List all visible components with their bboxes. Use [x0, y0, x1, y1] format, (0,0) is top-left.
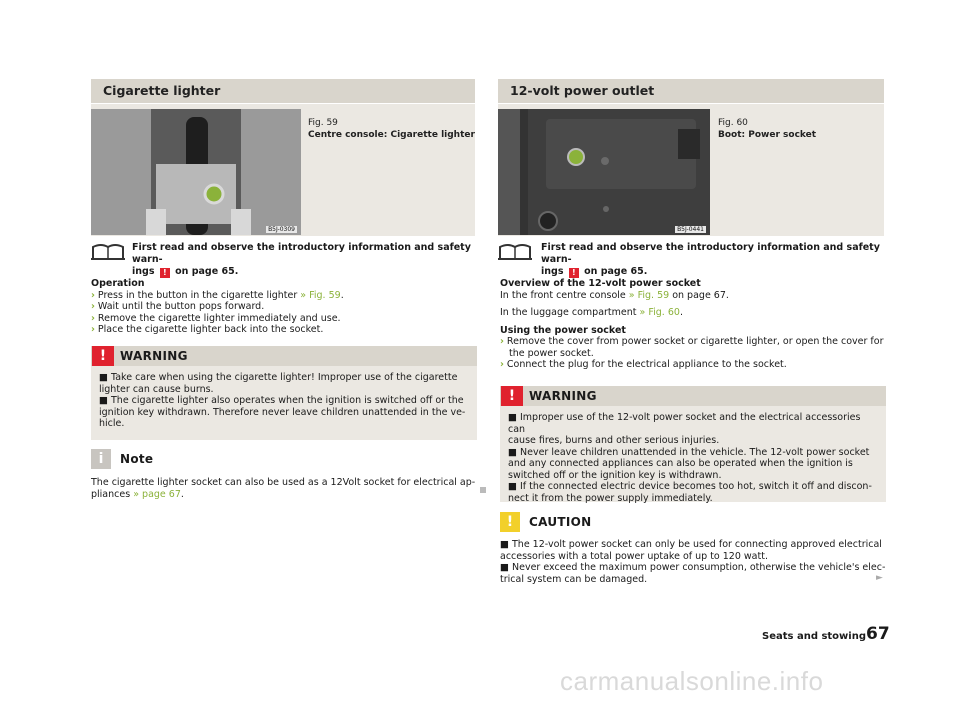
figure-caption: Boot: Power socket [718, 130, 817, 140]
caution-text: ■ The 12-volt power socket can only be used for connecting approved electrical accessories with a total power uptake of up to 120 watt. ■ Never exceed the maximum power consumption, otherwise the vehicle's elec- trical system can be damaged. [500, 539, 886, 585]
note-title: Note [120, 452, 154, 466]
figure-code: B5J-0309 [268, 226, 295, 233]
boot-illustration [498, 109, 710, 235]
operation-step: › Press in the button in the cigarette lighter » Fig. 59. [91, 289, 344, 301]
operation-step: › Wait until the button pops forward. [91, 301, 265, 312]
warning-inline-icon: ! [569, 268, 579, 278]
console-illustration [91, 109, 301, 235]
footer-section: Seats and stowing [762, 631, 866, 642]
operation-step: › Remove the cigarette lighter immediately and use. [91, 312, 341, 324]
warning-inline-icon: ! [160, 268, 170, 278]
power-socket-photo [498, 109, 710, 235]
watermark: carmanualsonline.info [560, 666, 824, 696]
overview-block: Overview of the 12-volt power socket In the front centre console » Fig. 59 on page 67. In the luggage compartment » Fig. 60. Using the power socket › Remove the cover from power socket or cigarette lighter, or open the cover for the power socket. › Connect the plug for the electrical appliance to the socket. [500, 278, 886, 371]
page-link[interactable]: » page 67 [133, 488, 181, 500]
note-icon: i [91, 449, 111, 469]
using-heading: Using the power socket [500, 324, 626, 336]
figure-code: B5J-0441 [677, 226, 704, 233]
figure-number: Fig. 60 [718, 118, 748, 128]
figure-number: Fig. 59 [308, 118, 338, 128]
fig-link[interactable]: » Fig. 59 [300, 289, 341, 301]
cigarette-lighter-photo [91, 109, 301, 235]
overview-heading: Overview of the 12-volt power socket [500, 278, 701, 289]
figure-caption: Centre console: Cigarette lighter [308, 130, 475, 140]
left-section-header [91, 79, 475, 103]
warning-icon: ! [501, 386, 523, 406]
fig-link[interactable]: » Fig. 59 [628, 289, 670, 301]
book-icon [498, 243, 532, 261]
right-section-header [498, 79, 884, 103]
section-end-mark [480, 487, 486, 493]
operation-block [91, 278, 477, 336]
left-section-title: Cigarette lighter [103, 83, 221, 98]
operation-heading: Operation [91, 278, 145, 289]
right-warning-box: ■ Improper use of the 12-volt power socket and the electrical accessories can cause fires, burns and other serious injuries. ■ Never leave children unattended in the vehicle. The 12-volt power socket and any connected appliances can also be operated when the ignition is switched off or the ignition key is withdrawn. ■ If the connected electric device becomes too hot, switch it off and discon- nect it from the power supply immediately. [500, 406, 886, 502]
read-first-text: First read and observe the introductory information and safety warn- ings ! on page 65. [132, 242, 471, 277]
warning-icon: ! [92, 346, 114, 366]
read-first-text: First read and observe the introductory information and safety warn- ings ! on page 65. [541, 242, 880, 277]
page-number: 67 [866, 624, 890, 644]
caution-icon: ! [500, 512, 520, 532]
caution-title: CAUTION [529, 515, 592, 529]
fig-link[interactable]: » Fig. 60 [639, 307, 680, 318]
right-warning-title: WARNING [529, 389, 597, 403]
left-warning-box: ■ Take care when using the cigarette lighter! Improper use of the cigarette lighter can cause burns. ■ The cigarette lighter also operates when the ignition is switched off or the ignition key withdrawn. Therefore never leave children unattended in the ve- hicle. [91, 366, 477, 440]
book-icon [91, 243, 125, 261]
left-warning-title: WARNING [120, 349, 188, 363]
right-section-title: 12-volt power outlet [510, 83, 655, 98]
operation-step: › Place the cigarette lighter back into the socket. [91, 324, 324, 335]
note-text: The cigarette lighter socket can also be used as a 12Volt socket for electrical ap- pliances » page 67. [91, 477, 476, 500]
continue-arrow-icon: ► [876, 573, 883, 583]
